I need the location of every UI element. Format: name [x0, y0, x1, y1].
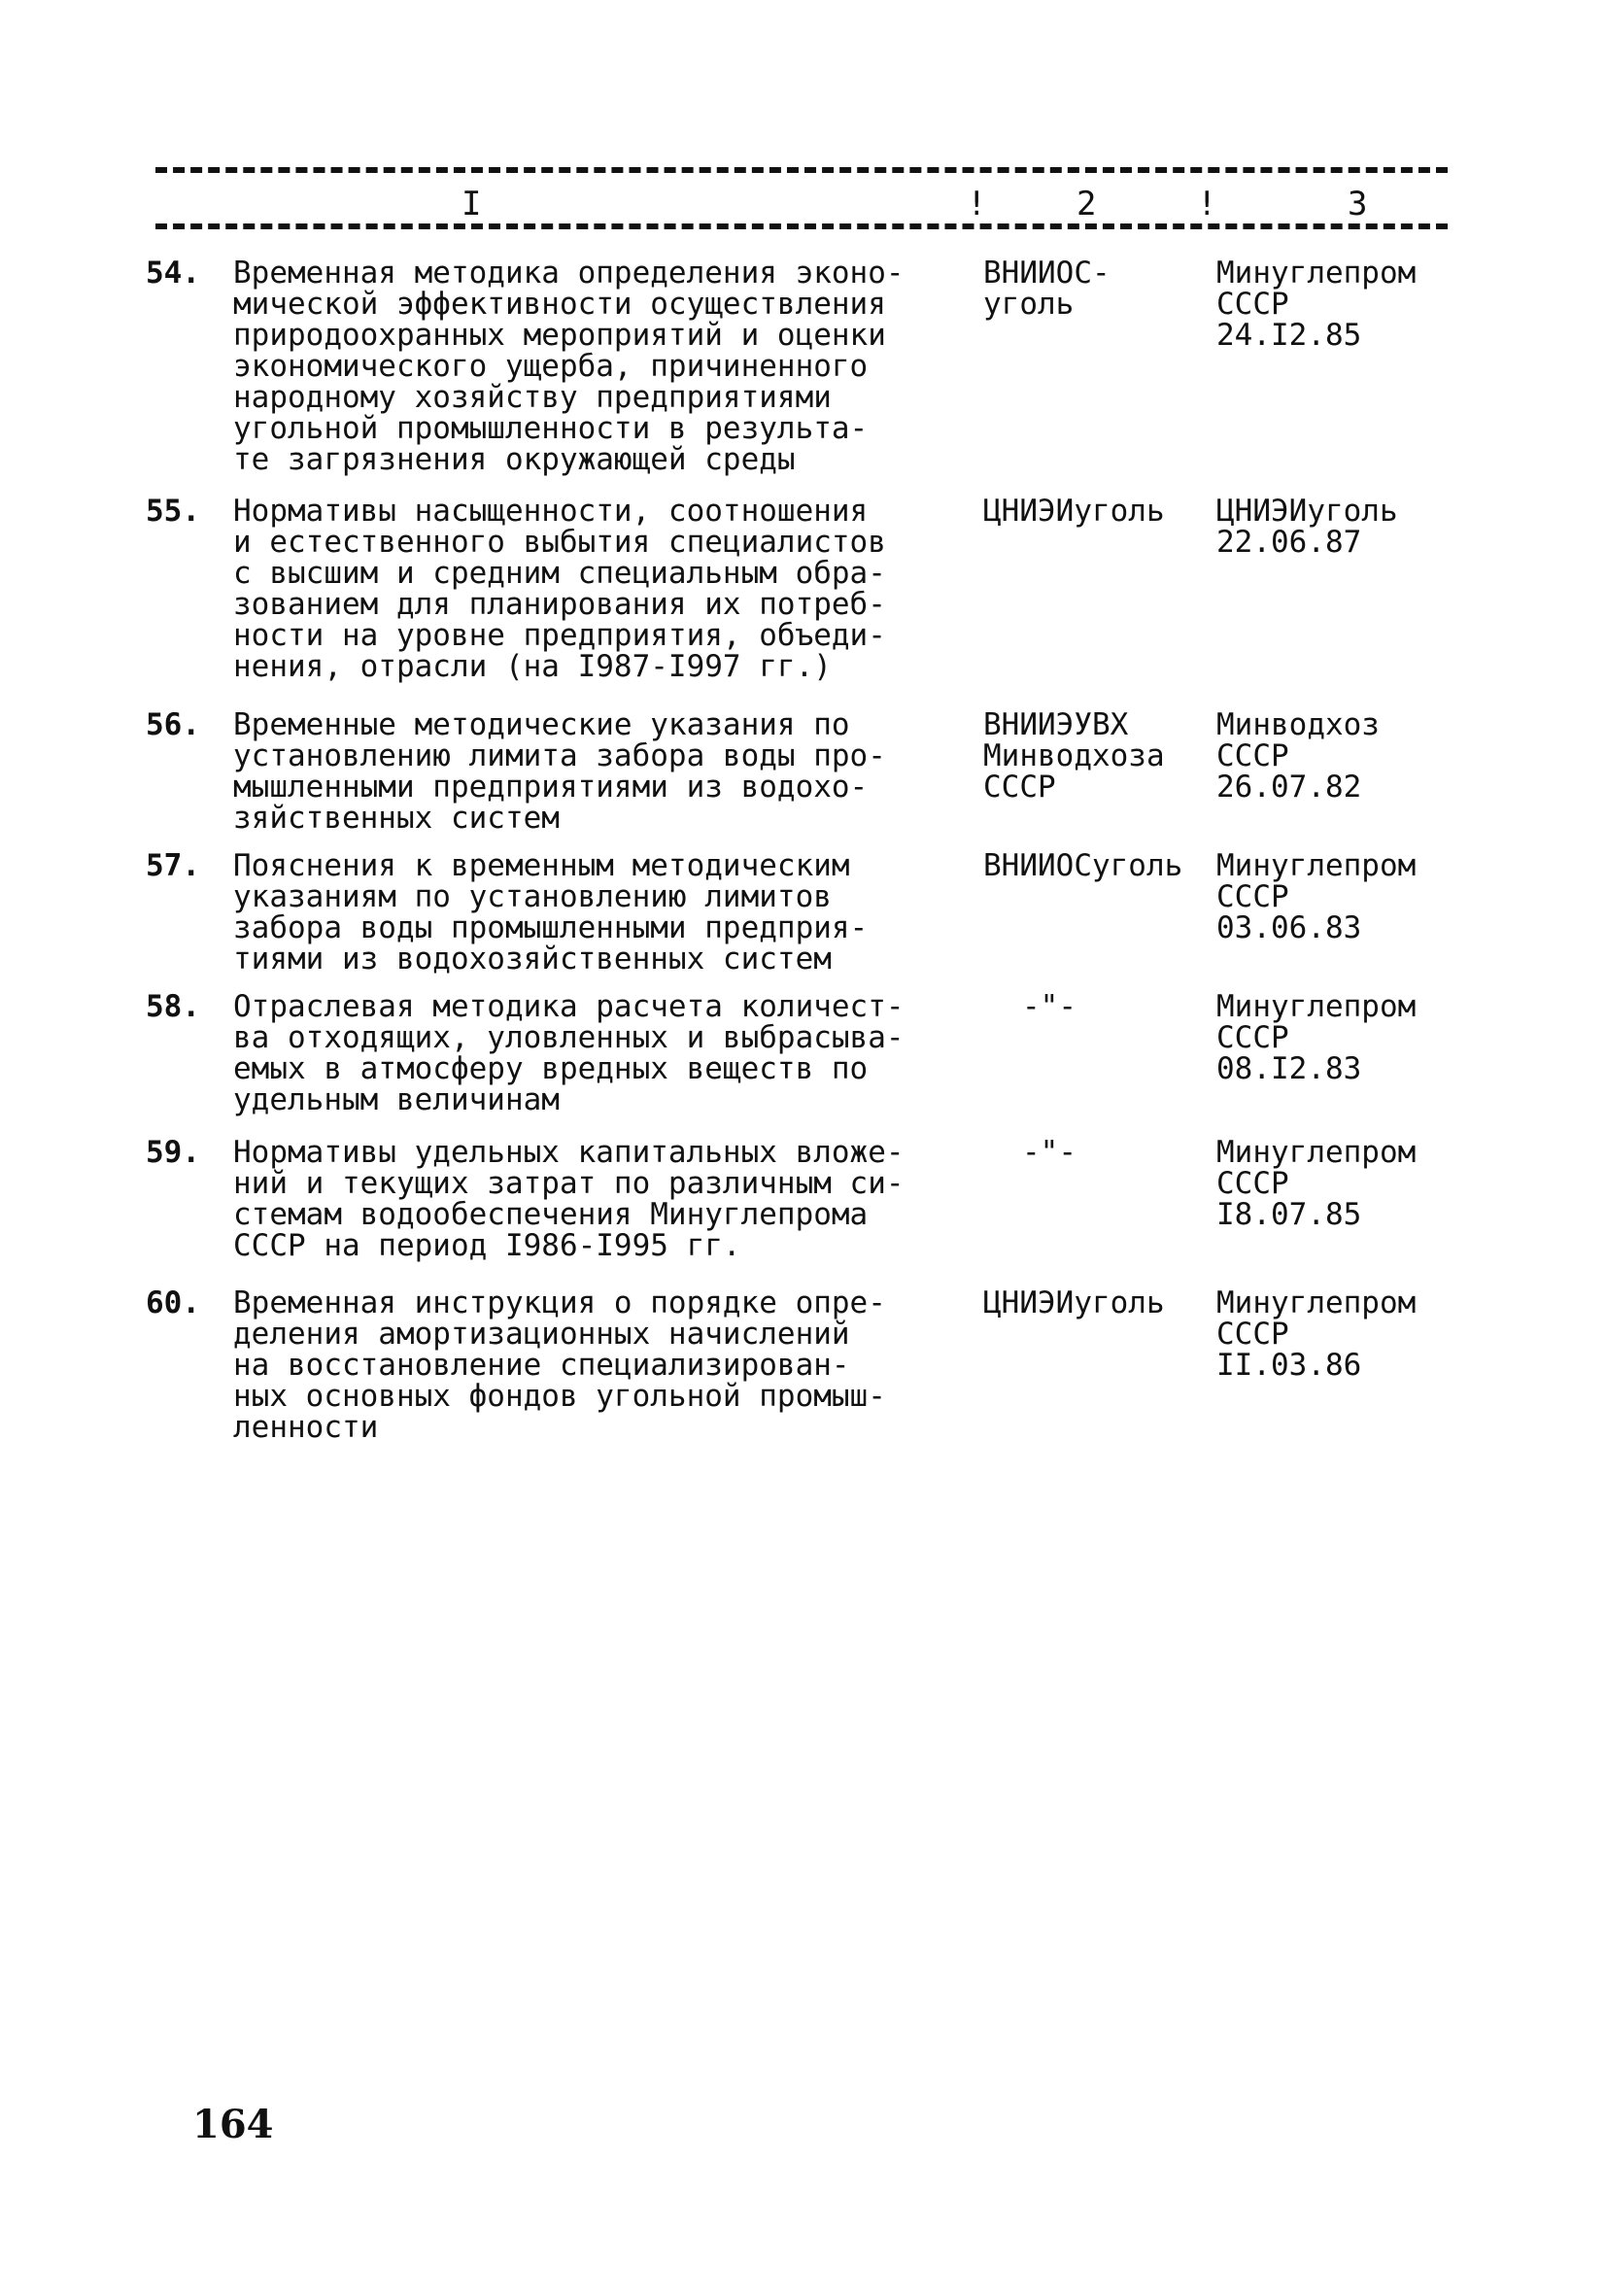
row-number: 55.: [146, 494, 200, 529]
approval-info: Минуглепром СССР 24.I2.85: [1216, 256, 1417, 353]
row-number: 54.: [146, 256, 200, 291]
developer-organization: ЦНИЭИуголь: [983, 494, 1165, 529]
header-col-1: I: [461, 185, 482, 223]
header-separator-2: !: [1197, 185, 1217, 223]
table-top-rule: [155, 167, 1448, 173]
developer-organization: ЦНИЭИуголь: [983, 1285, 1165, 1320]
developer-organization: ВНИИОСуголь: [983, 848, 1183, 883]
header-col-2: 2: [1076, 185, 1097, 223]
developer-organization: -"-: [1022, 1135, 1076, 1170]
approval-info: Минуглепром СССР II.03.86: [1216, 1285, 1417, 1383]
approval-info: Минуглепром СССР 08.I2.83: [1216, 989, 1417, 1086]
developer-organization: ВНИИЭУВХ Минводхоза СССР: [983, 707, 1165, 805]
document-title: Пояснения к временным методическим указаниям по установлению лимитов забора воды промышленными предприя- тиями из водохозяйственных систем: [233, 848, 869, 977]
approval-info: Минуглепром СССР 03.06.83: [1216, 848, 1417, 945]
approval-info: Минводхоз СССР 26.07.82: [1216, 707, 1380, 805]
row-number: 60.: [146, 1285, 200, 1320]
document-title: Временные методические указания по установлению лимита забора воды про- мышленными предприятиями из водохо- зяйственных систем: [233, 707, 886, 836]
header-col-3: 3: [1348, 185, 1368, 223]
row-number: 56.: [146, 707, 200, 742]
approval-info: ЦНИЭИуголь 22.06.87: [1216, 494, 1398, 560]
page-number: 164: [192, 2102, 274, 2147]
row-number: 58.: [146, 989, 200, 1024]
document-title: Нормативы насыщенности, соотношения и естественного выбытия специалистов с высшим и средним специальным обра- зованием для планирования их потреб- ности на уровне предприятия, объеди- нения, отрасли (на I987-I997 гг.): [233, 494, 886, 684]
document-title: Временная методика определения эконо- мической эффективности осуществления природоохранных мероприятий и оценки экономического ущерба, причиненного народному хозяйству предприятиями угольной промышленности в результа- те загрязнения окружающей среды: [233, 256, 905, 477]
document-title: Отраслевая методика расчета количест- ва отходящих, уловленных и выбрасыва- емых в атмосферу вредных веществ по удельным величинам: [233, 989, 905, 1117]
developer-organization: ВНИИОС- уголь: [983, 256, 1111, 322]
developer-organization: -"-: [1022, 989, 1076, 1024]
header-bottom-rule: [155, 223, 1448, 229]
header-separator-1: !: [967, 185, 987, 223]
document-title: Нормативы удельных капитальных вложе- ний и текущих затрат по различным си- стемам водообеспечения Минуглепрома СССР на период I986-I995 гг.: [233, 1135, 905, 1263]
approval-info: Минуглепром СССР I8.07.85: [1216, 1135, 1417, 1232]
row-number: 57.: [146, 848, 200, 883]
document-title: Временная инструкция о порядке опре- деления амортизационных начислений на восстановление специализирован- ных основных фондов угольной промыш- ленности: [233, 1285, 886, 1445]
row-number: 59.: [146, 1135, 200, 1170]
